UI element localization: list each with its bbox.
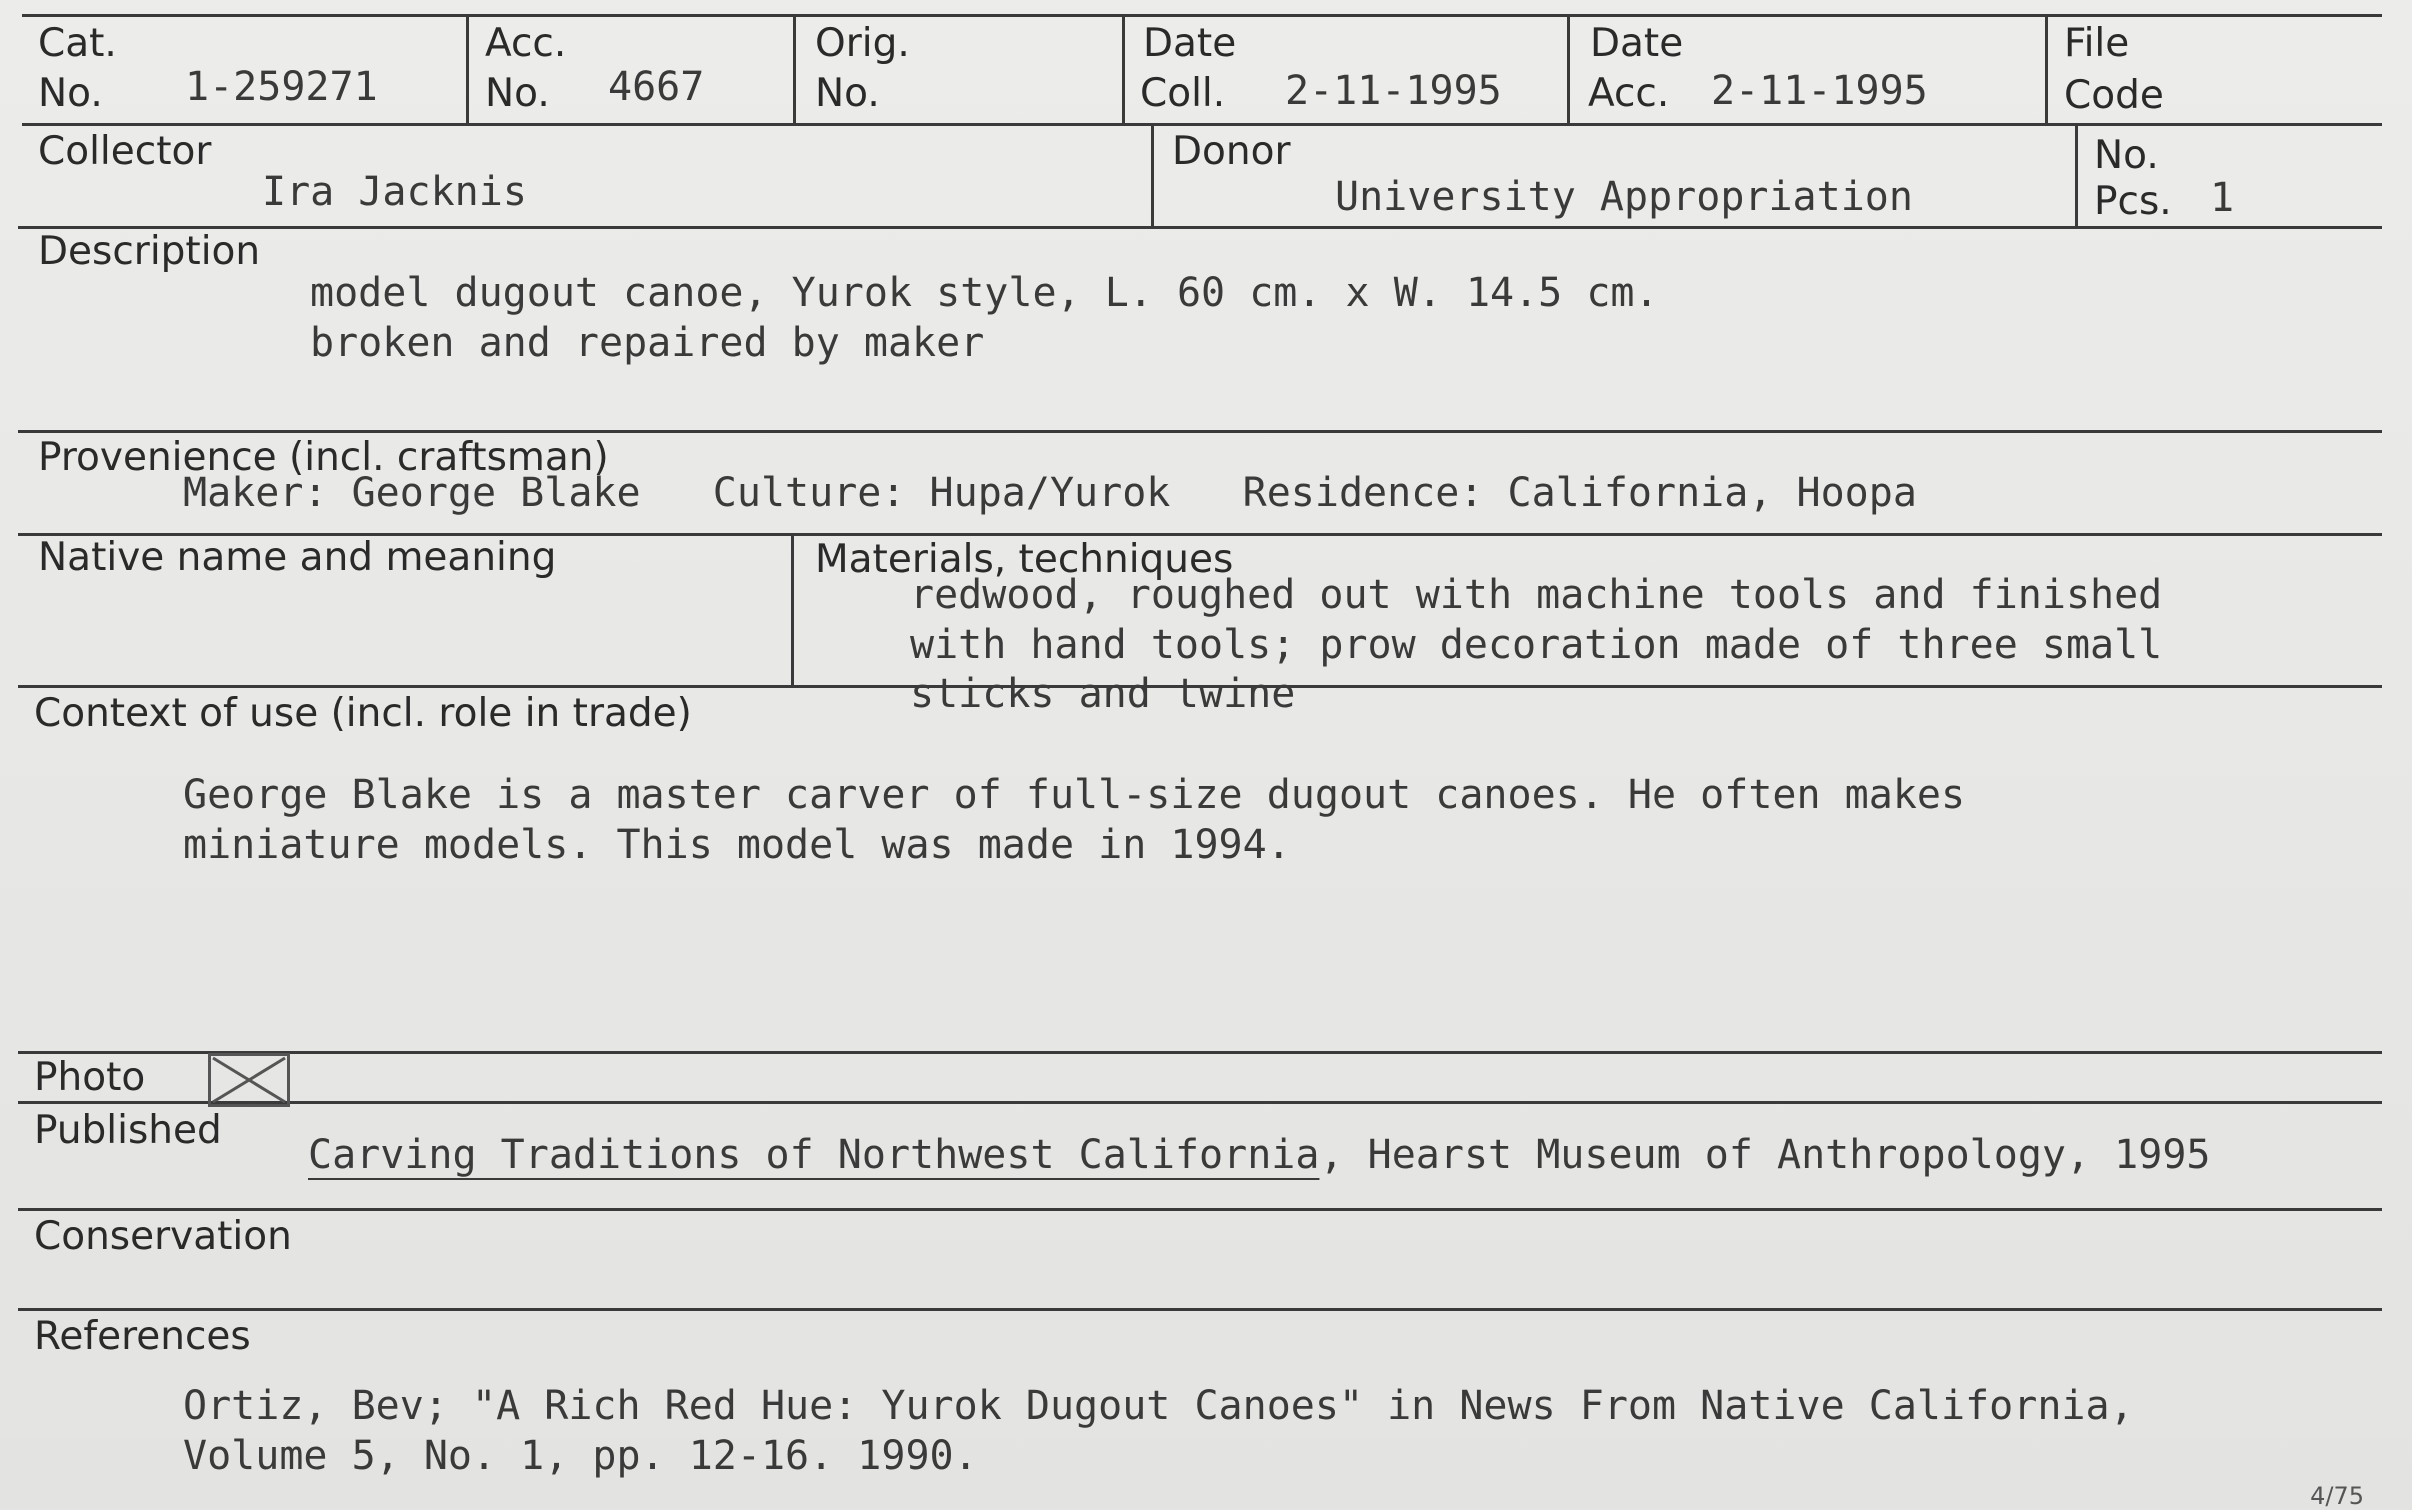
date-coll-label: Date: [1143, 21, 1237, 66]
divider-collector-donor: [1151, 123, 1154, 228]
divider-donor-pcs: [2075, 123, 2078, 228]
collector-value: Ira Jacknis: [262, 169, 527, 215]
rule-published-bottom: [18, 1208, 2382, 1211]
donor-label: Donor: [1172, 129, 1291, 174]
pcs-label2: Pcs.: [2094, 179, 2172, 224]
pcs-value: 1: [2210, 175, 2235, 221]
acc-label-no: No.: [485, 71, 550, 116]
pcs-label: No.: [2094, 133, 2159, 178]
materials-line-3: sticks and twine: [910, 671, 1296, 717]
materials-line-2: with hand tools; prow decoration made of three small: [910, 622, 2163, 668]
divider-datecoll-dateacc: [1567, 14, 1570, 125]
rule-header-bottom: [22, 123, 2382, 126]
materials-label: Materials, techniques: [815, 537, 1234, 582]
rule-description-bottom: [18, 430, 2382, 433]
cat-label: Cat.: [38, 21, 117, 66]
date-accessioned: 2-11-1995: [1711, 68, 1928, 114]
checkbox-cross-icon: [211, 1056, 287, 1104]
context-label: Context of use (incl. role in trade): [34, 691, 692, 736]
divider-orig-datecoll: [1122, 14, 1125, 125]
published-rest: , Hearst Museum of Anthropology, 1995: [1319, 1132, 2211, 1178]
date-acc-label2: Acc.: [1588, 71, 1670, 116]
rule-conservation-bottom: [18, 1308, 2382, 1311]
references-line-1: Ortiz, Bev; "A Rich Red Hue: Yurok Dugout Canoes" in News From Native California,: [183, 1383, 2134, 1429]
date-coll-label2: Coll.: [1140, 71, 1226, 116]
collector-label: Collector: [38, 129, 212, 174]
context-line-1: George Blake is a master carver of full-size dugout canoes. He often makes: [183, 772, 1966, 818]
rule-context-bottom: [18, 1051, 2382, 1054]
published-citation: [308, 1130, 2211, 1180]
conservation-label: Conservation: [34, 1214, 292, 1259]
divider-dateacc-file: [2045, 14, 2048, 125]
donor-value: University Appropriation: [1335, 174, 1913, 220]
rule-row2-bottom: [18, 226, 2382, 229]
rule-photo-bottom: [18, 1101, 2382, 1104]
description-line-1: model dugout canoe, Yurok style, L. 60 cm. x W. 14.5 cm.: [310, 270, 1659, 316]
file-code-label: Code: [2064, 73, 2164, 118]
divider-acc-orig: [793, 14, 796, 125]
context-line-2: miniature models. This model was made in 1994.: [183, 822, 1291, 868]
divider-cat-acc: [466, 14, 469, 125]
materials-line-1: redwood, roughed out with machine tools and finished: [910, 572, 2163, 618]
native-name-label: Native name and meaning: [38, 535, 557, 580]
rule-top: [22, 14, 2382, 17]
orig-label: Orig.: [815, 21, 910, 66]
cat-label-no: No.: [38, 71, 103, 116]
file-label: File: [2064, 21, 2130, 66]
cat-number: 1-259271: [185, 64, 378, 110]
description-line-2: broken and repaired by maker: [310, 320, 985, 366]
published-title: Carving Traditions of Northwest California: [308, 1132, 1320, 1178]
references-label: References: [34, 1314, 251, 1359]
orig-label-no: No.: [815, 71, 880, 116]
provenience-text: Maker: George Blake Culture: Hupa/Yurok Residence: California, Hoopa: [183, 470, 1917, 516]
acc-number: 4667: [608, 64, 705, 110]
acc-label: Acc.: [485, 21, 567, 66]
date-collected: 2-11-1995: [1285, 68, 1502, 114]
references-line-2: Volume 5, No. 1, pp. 12-16. 1990.: [183, 1433, 978, 1479]
divider-native-materials: [791, 533, 794, 687]
corner-note: 4/75: [2310, 1482, 2364, 1510]
date-acc-label: Date: [1590, 21, 1684, 66]
published-label: Published: [34, 1108, 222, 1153]
provenience-label: Provenience (incl. craftsman): [38, 435, 609, 480]
photo-checkbox[interactable]: [208, 1053, 290, 1107]
description-label: Description: [38, 229, 261, 274]
photo-label: Photo: [34, 1055, 146, 1100]
